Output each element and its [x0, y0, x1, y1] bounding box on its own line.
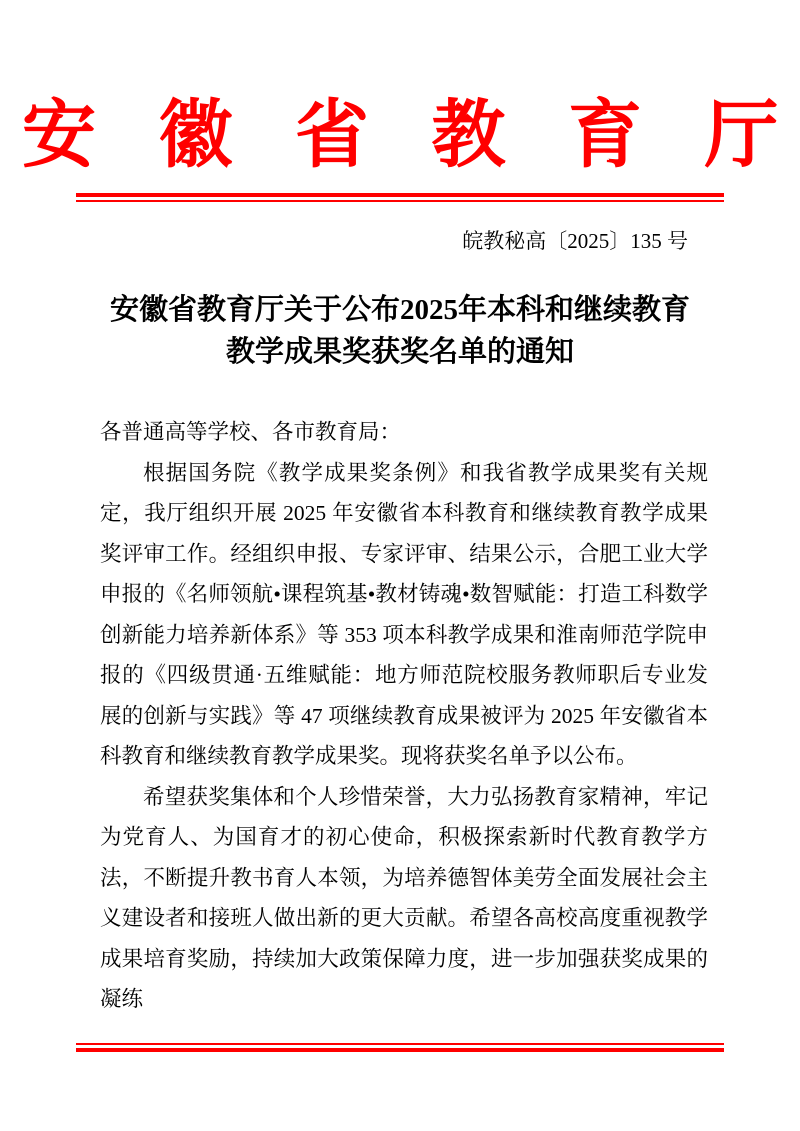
body-paragraph-1: 根据国务院《教学成果奖条例》和我省教学成果奖有关规定，我厅组织开展 2025 年安徽省本科教育和继续教育教学成果奖评审工作。经组织申报、专家评审、结果公示，合肥工业大学申报的《名师领航•课程筑基•教材铸魂•数智赋能：打造工科数学创新能力培养新体系》等 353 项本科教学成果和淮南师范学院申报的《四级贯通·五维赋能：地方师范院校服务教师职后专业发展的创新与实践》等 47 项继续教育成果被评为 2025 年安徽省本科教育和继续教育教学成果奖。现将获奖名单予以公布。 [100, 460, 708, 768]
agency-letterhead-title: 安 徽 省 教 育 厅 [22, 95, 800, 177]
document-number: 皖教秘高〔2025〕135 号 [462, 229, 688, 253]
rule-thin-bar [76, 200, 724, 202]
salutation-line: 各普通高等学校、各市教育局： [100, 420, 402, 444]
letterhead-separator-rule [76, 193, 724, 202]
footer-separator-rule [76, 1043, 724, 1052]
body-paragraph-2: 希望获奖集体和个人珍惜荣誉，大力弘扬教育家精神，牢记为党育人、为国育才的初心使命，积极探索新时代教育教学方法，不断提升教书育人本领，为培养德智体美劳全面发展社会主义建设者和接班人做出新的更大贡献。希望各高校高度重视教学成果培育奖励，持续加大政策保障力度，进一步加强获奖成果的凝练 [100, 784, 708, 1011]
document-body [100, 412, 708, 1020]
rule-thick-bar [76, 1048, 724, 1052]
document-title [0, 289, 800, 373]
document-title-line-1: 安徽省教育厅关于公布2025年本科和继续教育 [109, 294, 690, 326]
document-title-line-2: 教学成果奖获奖名单的通知 [225, 336, 574, 368]
